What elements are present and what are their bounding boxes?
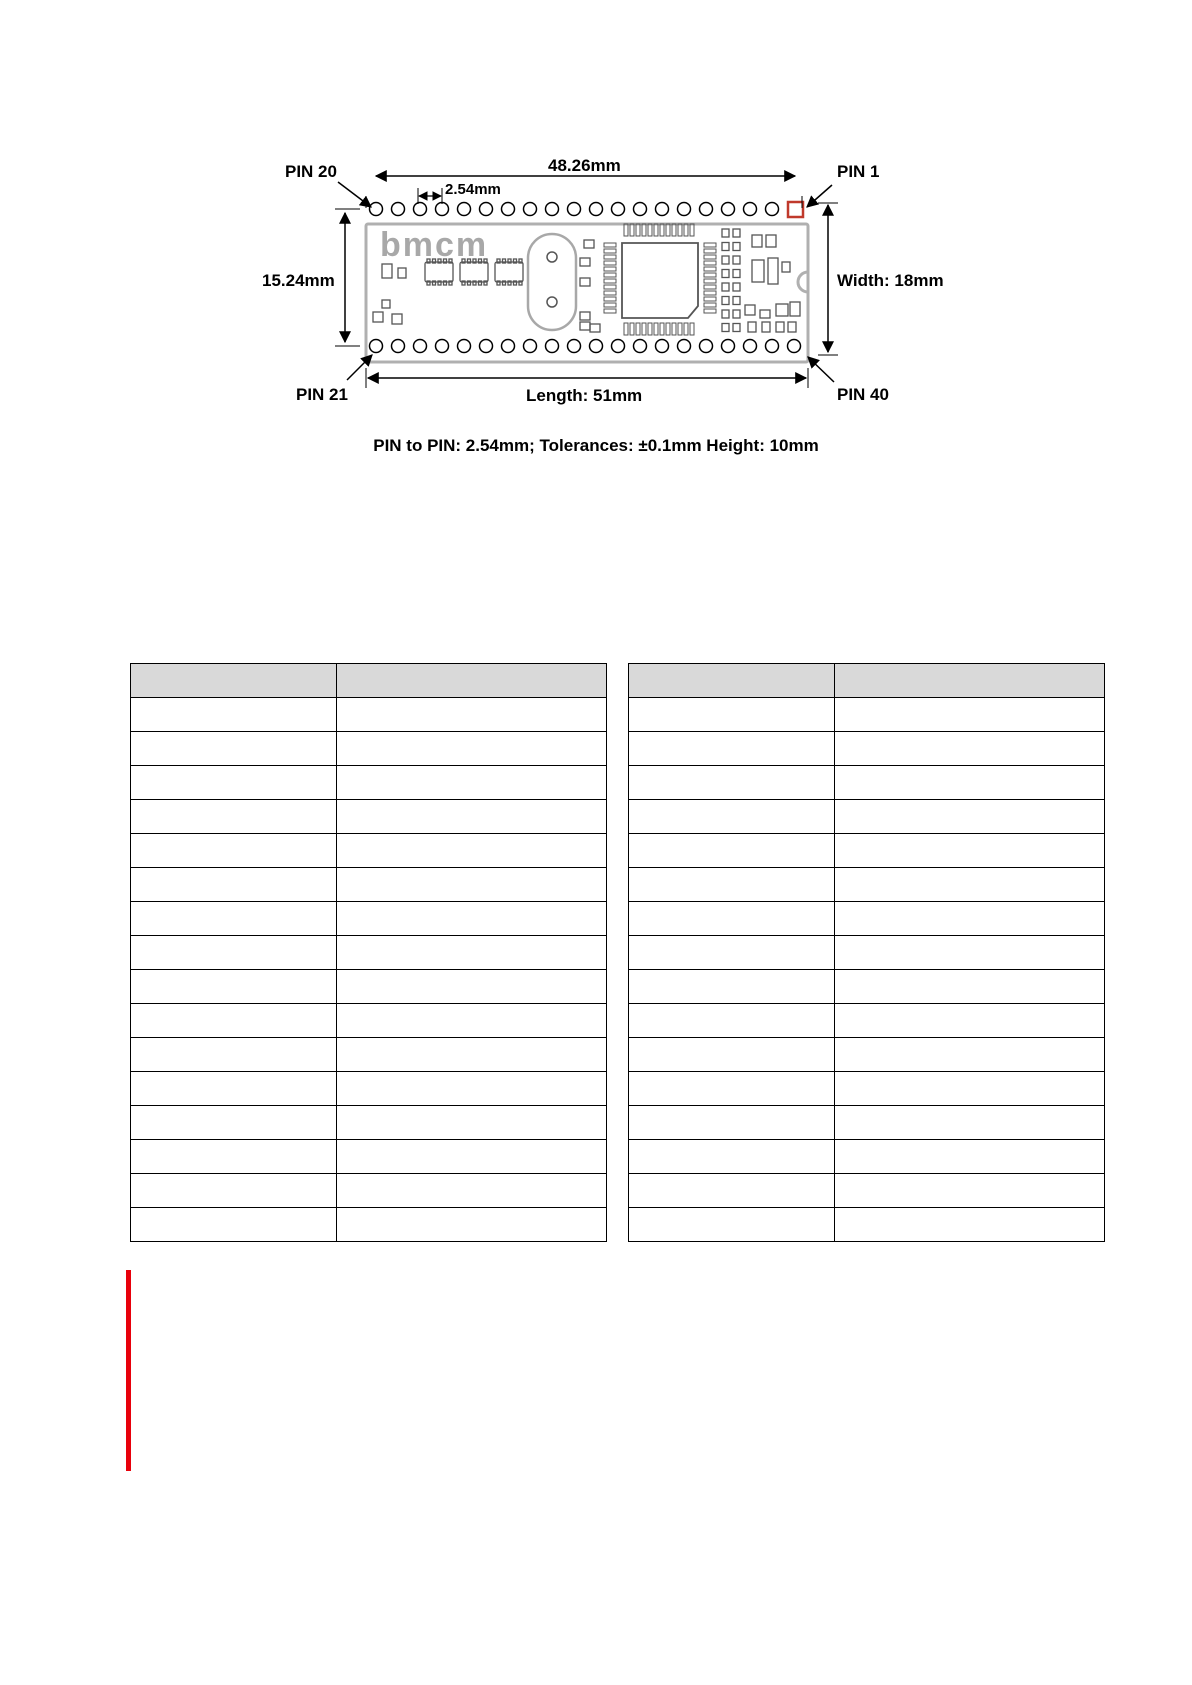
table-cell — [835, 732, 1105, 766]
table-cell — [629, 902, 835, 936]
table-header-cell — [131, 664, 337, 698]
table-cell — [337, 800, 607, 834]
table-cell — [629, 970, 835, 1004]
bottom-pin-hole — [568, 340, 581, 353]
table-cell — [629, 1072, 835, 1106]
table-row — [131, 1004, 607, 1038]
bottom-pin-hole — [458, 340, 471, 353]
bottom-pin-hole — [414, 340, 427, 353]
table-cell — [337, 868, 607, 902]
table-row — [629, 766, 1105, 800]
table-row — [629, 1208, 1105, 1242]
top-pin-hole — [414, 203, 427, 216]
bottom-pin-hole — [612, 340, 625, 353]
table-row — [629, 936, 1105, 970]
table-cell — [835, 1004, 1105, 1038]
table-cell — [835, 834, 1105, 868]
table-cell — [629, 1140, 835, 1174]
table-row — [131, 1140, 607, 1174]
table-cell — [629, 1208, 835, 1242]
bottom-pin-hole — [480, 340, 493, 353]
bottom-pin-hole — [634, 340, 647, 353]
bottom-pin-hole — [722, 340, 735, 353]
table-header-cell — [629, 664, 835, 698]
top-pin-hole — [502, 203, 515, 216]
table-row — [131, 902, 607, 936]
table-cell — [131, 766, 337, 800]
table-cell — [629, 732, 835, 766]
table-cell — [131, 834, 337, 868]
bmcm-logo: bmcm — [380, 226, 489, 264]
pin1-marker — [788, 202, 803, 217]
table-cell — [337, 970, 607, 1004]
table-cell — [835, 1106, 1105, 1140]
table-cell — [131, 698, 337, 732]
table-row — [131, 868, 607, 902]
top-pin-hole — [546, 203, 559, 216]
table-row — [629, 1174, 1105, 1208]
table-row — [629, 1106, 1105, 1140]
pin21-label: PIN 21 — [296, 385, 348, 404]
table-cell — [337, 936, 607, 970]
top-pin-row — [370, 203, 779, 216]
table-cell — [835, 970, 1105, 1004]
table-cell — [131, 1072, 337, 1106]
table-cell — [131, 902, 337, 936]
table-cell — [337, 1140, 607, 1174]
dimension-caption: PIN to PIN: 2.54mm; Tolerances: ±0.1mm Height: 10mm — [373, 436, 819, 455]
length-label: Length: 51mm — [526, 386, 643, 405]
top-pin-hole — [722, 203, 735, 216]
table-cell — [835, 1140, 1105, 1174]
table-cell — [835, 1208, 1105, 1242]
top-pin-hole — [524, 203, 537, 216]
bottom-pin-row — [370, 340, 801, 353]
top-pin-hole — [612, 203, 625, 216]
row-spacing-label: 15.24mm — [262, 271, 335, 290]
table-cell — [835, 1174, 1105, 1208]
table-row — [131, 698, 607, 732]
bottom-pin-hole — [370, 340, 383, 353]
module-dimension-diagram — [0, 0, 1192, 470]
table-cell — [835, 936, 1105, 970]
table-cell — [337, 1174, 607, 1208]
table-cell — [835, 800, 1105, 834]
table-row — [629, 1038, 1105, 1072]
top-pin-hole — [634, 203, 647, 216]
bottom-pin-hole — [524, 340, 537, 353]
table-cell — [835, 1072, 1105, 1106]
table-row — [131, 732, 607, 766]
table-cell — [131, 1038, 337, 1072]
bottom-pin-hole — [392, 340, 405, 353]
table-row — [131, 1038, 607, 1072]
table-cell — [131, 936, 337, 970]
table-cell — [337, 1072, 607, 1106]
width-label: Width: 18mm — [837, 271, 944, 290]
bottom-pin-hole — [744, 340, 757, 353]
pin20-label: PIN 20 — [285, 162, 337, 181]
table-cell — [337, 1004, 607, 1038]
top-pin-hole — [744, 203, 757, 216]
table-cell — [629, 1174, 835, 1208]
table-cell — [131, 1174, 337, 1208]
bottom-pin-hole — [590, 340, 603, 353]
bottom-pin-hole — [766, 340, 779, 353]
table-cell — [131, 1208, 337, 1242]
top-pin-hole — [392, 203, 405, 216]
crystal-component — [528, 234, 576, 330]
table-cell — [337, 902, 607, 936]
table-row — [629, 1072, 1105, 1106]
pin1-label: PIN 1 — [837, 162, 880, 181]
bottom-pin-hole — [436, 340, 449, 353]
table-cell — [337, 1038, 607, 1072]
table-row — [131, 1072, 607, 1106]
top-pin-hole — [766, 203, 779, 216]
table-cell — [629, 766, 835, 800]
table-cell — [629, 698, 835, 732]
top-length-label: 48.26mm — [548, 156, 621, 175]
table-cell — [131, 800, 337, 834]
table-cell — [337, 766, 607, 800]
table-row — [131, 970, 607, 1004]
table-row — [629, 1004, 1105, 1038]
pin40-label: PIN 40 — [837, 385, 889, 404]
table-cell — [337, 732, 607, 766]
table-cell — [337, 1106, 607, 1140]
bottom-pin-hole — [678, 340, 691, 353]
table-row — [131, 1208, 607, 1242]
top-pin-hole — [678, 203, 691, 216]
table-cell — [337, 1208, 607, 1242]
table-cell — [337, 834, 607, 868]
top-pin-hole — [436, 203, 449, 216]
table-row — [629, 868, 1105, 902]
table-row — [131, 1106, 607, 1140]
note-accent-bar — [126, 1270, 131, 1471]
table-cell — [629, 1038, 835, 1072]
table-cell — [629, 800, 835, 834]
table-row — [629, 902, 1105, 936]
table-cell — [131, 970, 337, 1004]
table-row — [131, 766, 607, 800]
table-cell — [835, 698, 1105, 732]
table-cell — [835, 868, 1105, 902]
table-row — [629, 732, 1105, 766]
table-cell — [835, 1038, 1105, 1072]
top-pin-hole — [700, 203, 713, 216]
table-cell — [835, 766, 1105, 800]
top-pin-hole — [568, 203, 581, 216]
top-pin-hole — [370, 203, 383, 216]
table-row — [131, 834, 607, 868]
bottom-pin-hole — [656, 340, 669, 353]
table-cell — [629, 1106, 835, 1140]
table-header-cell — [835, 664, 1105, 698]
table-cell — [131, 1140, 337, 1174]
table-cell — [337, 698, 607, 732]
top-pin-hole — [656, 203, 669, 216]
table-cell — [131, 732, 337, 766]
bottom-pin-hole — [788, 340, 801, 353]
pin-table-left — [130, 663, 607, 1242]
table-cell — [131, 1004, 337, 1038]
top-pin-hole — [590, 203, 603, 216]
table-row — [131, 800, 607, 834]
table-cell — [131, 868, 337, 902]
table-row — [629, 800, 1105, 834]
table-row — [131, 1174, 607, 1208]
table-cell — [629, 936, 835, 970]
top-pin-hole — [458, 203, 471, 216]
table-row — [629, 970, 1105, 1004]
table-cell — [629, 868, 835, 902]
table-cell — [629, 834, 835, 868]
table-cell — [835, 902, 1105, 936]
pin-table-right — [628, 663, 1105, 1242]
table-cell — [131, 1106, 337, 1140]
table-row — [629, 1140, 1105, 1174]
bottom-pin-hole — [502, 340, 515, 353]
bottom-pin-hole — [700, 340, 713, 353]
main-ic — [622, 243, 698, 318]
pitch-label: 2.54mm — [445, 181, 501, 198]
table-row — [629, 834, 1105, 868]
table-row — [131, 936, 607, 970]
table-header-cell — [337, 664, 607, 698]
table-row — [629, 698, 1105, 732]
top-pin-hole — [480, 203, 493, 216]
table-cell — [629, 1004, 835, 1038]
bottom-pin-hole — [546, 340, 559, 353]
